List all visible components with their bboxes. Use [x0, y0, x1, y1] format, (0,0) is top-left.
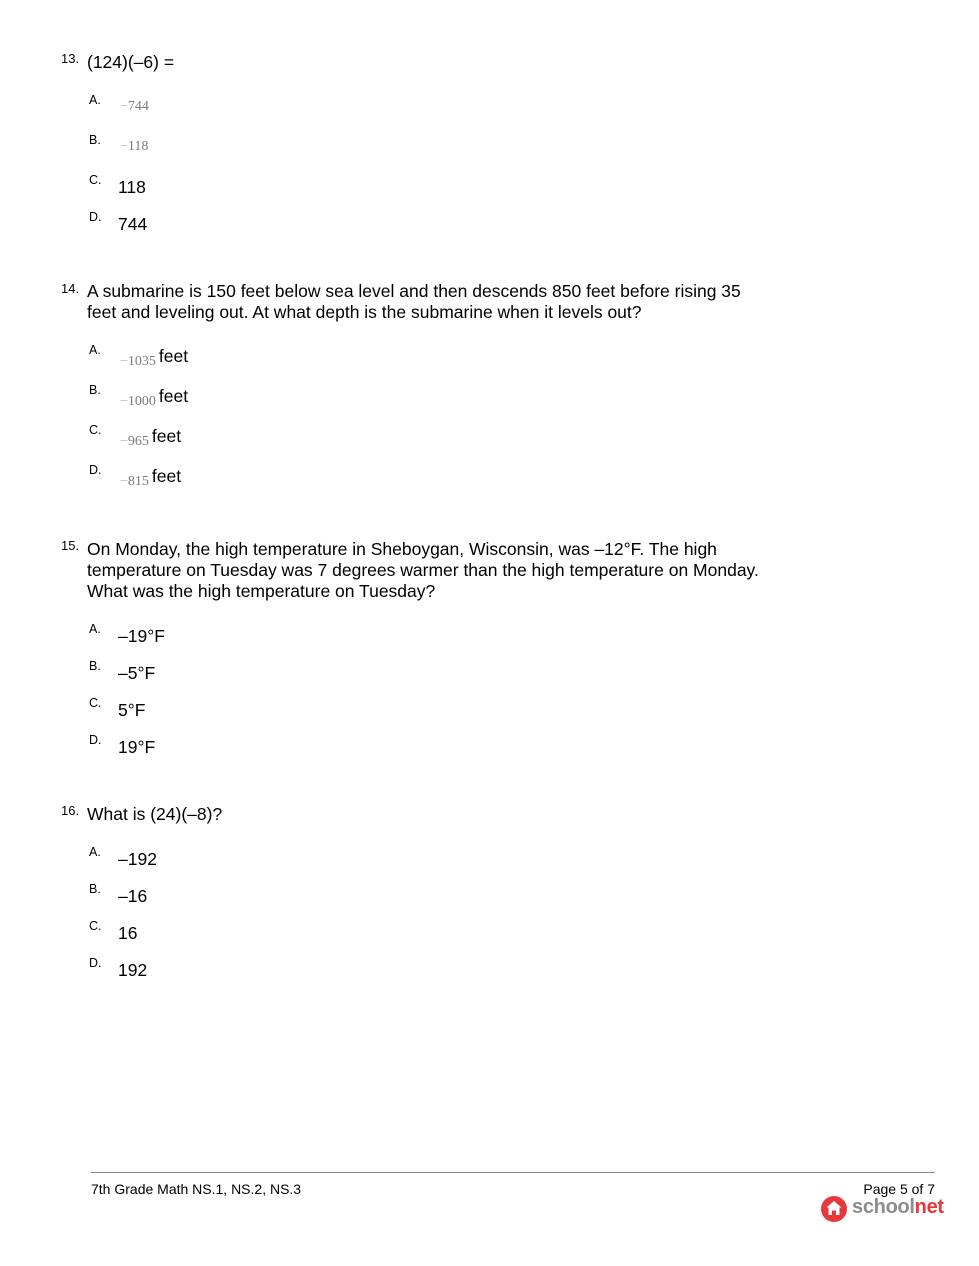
footer-divider	[91, 1172, 935, 1173]
choice-value-image: −1000 feet	[120, 386, 189, 409]
choice-letter: B.	[89, 882, 101, 896]
choice-value: –16	[118, 886, 148, 906]
choice-letter: C.	[89, 423, 102, 437]
question-text: What is (24)(–8)?	[87, 804, 223, 824]
question-number: 15.	[61, 538, 80, 553]
choice-value-image: −118	[120, 139, 149, 154]
choice-value: 118	[118, 177, 146, 197]
footer-course-title: 7th Grade Math NS.1, NS.2, NS.3	[91, 1181, 302, 1197]
choice-value: 192	[118, 960, 148, 980]
question-text: (124)(–6) =	[87, 52, 175, 72]
choice-value: 5°F	[118, 700, 146, 720]
choice-value: 744	[118, 214, 148, 234]
choice-letter: B.	[89, 133, 101, 147]
choice-unit: feet	[158, 386, 189, 406]
question-15	[61, 538, 781, 768]
choice-letter: A.	[89, 622, 101, 636]
choice-letter: D.	[89, 956, 102, 970]
choice-unit: feet	[151, 426, 182, 446]
choice-letter: B.	[89, 383, 101, 397]
choice-value: –19°F	[118, 626, 165, 646]
choice-value-image: −1035 feet	[120, 346, 189, 369]
question-13	[61, 51, 781, 241]
choice-letter: C.	[89, 173, 102, 187]
choice-letter: C.	[89, 696, 102, 710]
choice-letter: A.	[89, 343, 101, 357]
choice-letter: B.	[89, 659, 101, 673]
logo-wordmark: schoolnet	[852, 1196, 944, 1218]
page-number: Page 5 of 7	[863, 1181, 935, 1197]
choice-value: 16	[118, 923, 138, 943]
question-number: 16.	[61, 803, 80, 818]
choice-letter: D.	[89, 210, 102, 224]
choice-unit: feet	[151, 466, 182, 486]
choice-letter: C.	[89, 919, 102, 933]
choice-letter: D.	[89, 733, 102, 747]
house-icon	[820, 1195, 848, 1223]
question-text: On Monday, the high temperature in Sheboygan, Wisconsin, was –12°F. The high temperature on Tuesday was 7 degrees warmer than the high temperature on Monday. What was the high temperature on Tuesday?	[87, 539, 759, 601]
question-number: 14.	[61, 281, 80, 296]
question-16	[61, 803, 781, 993]
question-text: A submarine is 150 feet below sea level and then descends 850 feet before rising 35 feet and leveling out. At what depth is the submarine when it levels out?	[87, 281, 741, 322]
choice-value: 19°F	[118, 737, 156, 757]
choice-value-image: −815 feet	[120, 466, 182, 489]
choice-value-image: −965 feet	[120, 426, 182, 449]
choice-letter: A.	[89, 93, 101, 107]
choice-value-image: −744	[120, 99, 149, 114]
choice-letter: A.	[89, 845, 101, 859]
question-number: 13.	[61, 51, 80, 66]
choice-unit: feet	[158, 346, 189, 366]
choice-letter: D.	[89, 463, 102, 477]
question-14	[61, 281, 781, 491]
choice-value: –5°F	[118, 663, 156, 683]
choice-value: –192	[118, 849, 157, 869]
schoolnet-logo	[820, 1196, 944, 1222]
